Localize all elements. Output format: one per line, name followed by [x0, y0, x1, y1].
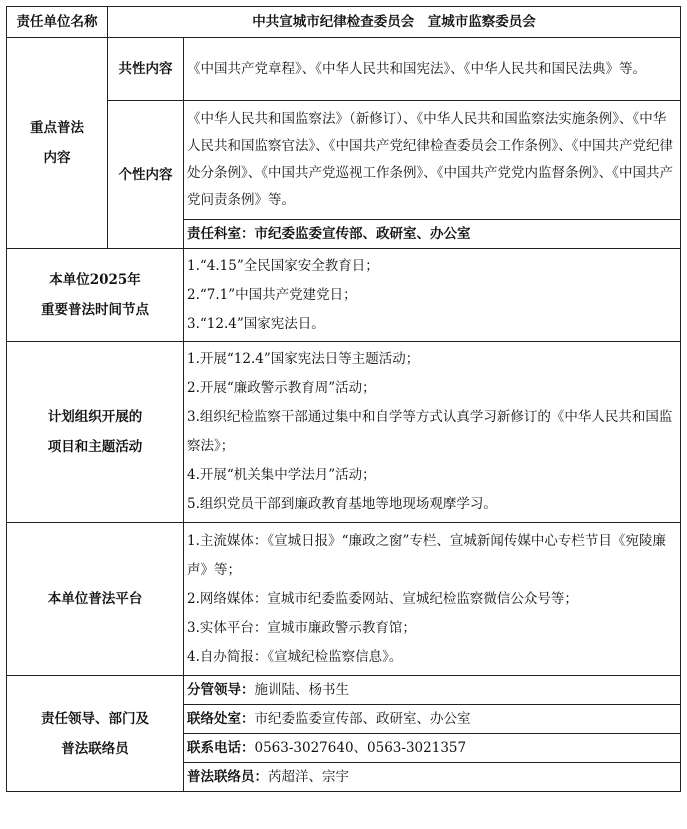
platform-item: 4.自办简报：《宣城纪检监察信息》。 [187, 648, 403, 665]
focus-label [7, 38, 108, 249]
leader-value: 施训陆、杨书生 [254, 682, 349, 698]
phone-value: 0563-3027640、0563-3021357 [254, 740, 467, 756]
dept-value: 市纪委监委宣传部、政研室、办公室 [254, 711, 471, 727]
header-row [7, 7, 681, 38]
header-label: 责任单位名称 [7, 7, 108, 38]
dates-list [184, 249, 681, 342]
dept-label: 联络处室： [187, 711, 255, 727]
specific-content-text: 《中华人民共和国监察法》（新修订）、《中华人民共和国监察法实施条例》、《中华人民共和国监察官法》、《中国共产党纪律检查委员会工作条例》、《中国共产党纪律处分条例》、《中国共产党巡视工作条例》、《中国共产党党内监督条例》、《中国共产党问责条例》等。 [184, 101, 681, 220]
date-item: 1.“4.15”全民国家安全教育日； [187, 257, 379, 274]
leader-cell [184, 676, 681, 705]
date-item: 2.“7.1”中国共产党建党日； [187, 286, 357, 303]
dates-label [7, 249, 184, 342]
activities-label-line-1: 计划组织开展的 [47, 409, 143, 425]
activities-list [184, 342, 681, 523]
specific-content-label: 个性内容 [108, 101, 184, 249]
common-content-text: 《中国共产党章程》、《中华人民共和国宪法》、《中华人民共和国民法典》等。 [184, 38, 681, 101]
platform-item: 3.实体平台：宣城市廉政警示教育馆； [187, 619, 416, 636]
dates-label-line-1: 本单位2025年 [49, 272, 141, 288]
focus-label-line-1: 重点普法 [30, 120, 84, 136]
dates-label-line-2: 重要普法时间节点 [41, 302, 149, 318]
activity-item: 4.开展“机关集中学法月”活动； [187, 467, 376, 483]
focus-label-line-2: 内容 [43, 150, 71, 166]
contacts-leader-row [7, 676, 681, 705]
liaison-cell [184, 763, 681, 792]
dates-row [7, 249, 681, 342]
activities-label [7, 342, 184, 523]
platform-list [184, 523, 681, 676]
focus-common-row [7, 38, 681, 101]
activities-label-line-2: 项目和主题活动 [47, 439, 143, 455]
platform-label: 本单位普法平台 [7, 523, 184, 676]
header-unit: 中共宣城市纪律检查委员会 宣城市监察委员会 [108, 7, 681, 38]
liaison-value: 芮超洋、宗宇 [268, 769, 349, 785]
date-item: 3.“12.4”国家宪法日。 [187, 315, 325, 332]
dept-cell [184, 705, 681, 734]
common-content-label: 共性内容 [108, 38, 184, 101]
platform-item: 1.主流媒体：《宣城日报》“廉政之窗”专栏、宣城新闻传媒中心专栏节目《宛陵廉声》等； [187, 532, 666, 578]
focus-specific-row [7, 101, 681, 220]
responsible-office-label: 责任科室： [187, 226, 255, 242]
legal-education-plan-table [6, 6, 681, 792]
activity-item: 1.开展“12.4”国家宪法日等主题活动； [187, 351, 420, 367]
activity-item: 2.开展“廉政警示教育周”活动； [187, 380, 376, 396]
phone-label: 联系电话： [187, 740, 255, 756]
responsible-office-value: 市纪委监委宣传部、政研室、办公室 [254, 226, 471, 242]
responsible-office [184, 220, 681, 249]
leader-label: 分管领导： [187, 682, 255, 698]
platform-row [7, 523, 681, 676]
contacts-label-line-2: 普法联络员 [61, 740, 129, 757]
liaison-label: 普法联络员： [187, 769, 268, 785]
platform-item: 2.网络媒体：宣城市纪委监委网站、宣城纪检监察微信公众号等； [187, 590, 578, 607]
contacts-label [7, 676, 184, 792]
activity-item: 5.组织党员干部到廉政教育基地等地现场观摩学习。 [187, 496, 497, 512]
activities-row [7, 342, 681, 523]
phone-cell [184, 734, 681, 763]
activity-item: 3.组织纪检监察干部通过集中和自学等方式认真学习新修订的《中华人民共和国监察法》； [187, 409, 673, 454]
contacts-label-line-1: 责任领导、部门及 [41, 710, 149, 727]
